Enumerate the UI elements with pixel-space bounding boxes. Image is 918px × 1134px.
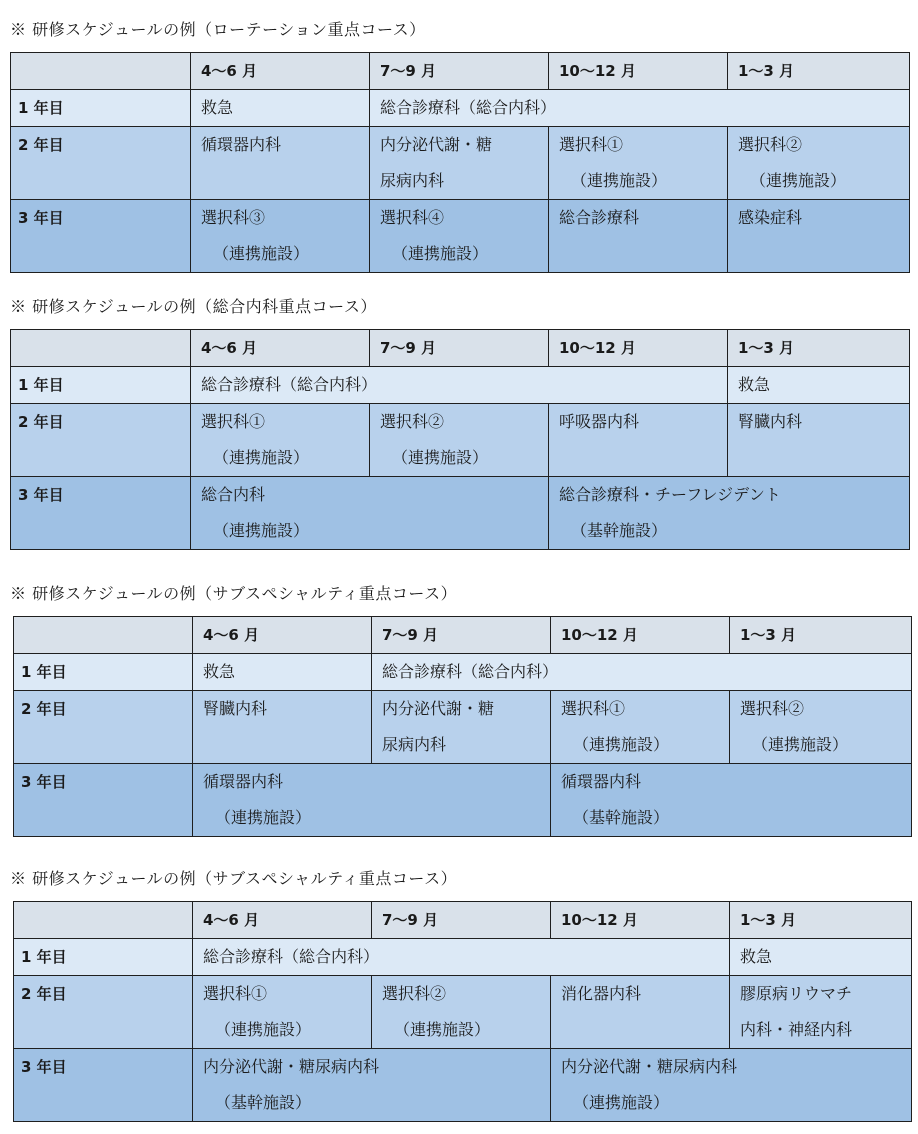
header-blank bbox=[11, 53, 191, 90]
header-jul-sep: 7〜9 月 bbox=[372, 902, 551, 939]
header-jan-mar: 1〜3 月 bbox=[730, 617, 912, 654]
section-heading: ※ 研修スケジュールの例（ローテーション重点コース） bbox=[10, 20, 426, 39]
cell: 総合診療科（総合内科） bbox=[193, 939, 730, 976]
schedule-table bbox=[10, 329, 910, 550]
header-apr-jun: 4〜6 月 bbox=[193, 617, 372, 654]
year1-row bbox=[14, 939, 912, 976]
row-label-year2: 2 年目 bbox=[14, 976, 193, 1049]
cell-line: 選択科② bbox=[382, 984, 447, 1003]
cell bbox=[730, 691, 912, 764]
cell-line: 選択科③ bbox=[201, 208, 266, 227]
cell-line: （連携施設） bbox=[571, 171, 668, 190]
cell-line: （連携施設） bbox=[213, 521, 310, 540]
cell-line: （連携施設） bbox=[573, 735, 670, 754]
header-row bbox=[11, 53, 910, 90]
cell-line: 総合内科 bbox=[201, 485, 266, 504]
cell bbox=[551, 1049, 912, 1122]
header-oct-dec: 10〜12 月 bbox=[551, 902, 730, 939]
cell-line: 選択科② bbox=[380, 412, 445, 431]
cell bbox=[728, 200, 910, 273]
cell-line: （連携施設） bbox=[215, 1020, 312, 1039]
header-blank bbox=[14, 617, 193, 654]
cell: 救急 bbox=[191, 90, 370, 127]
header-oct-dec: 10〜12 月 bbox=[549, 330, 728, 367]
cell bbox=[193, 976, 372, 1049]
cell bbox=[549, 404, 728, 477]
row-label-year3: 3 年目 bbox=[11, 477, 191, 550]
cell-line: （基幹施設） bbox=[571, 521, 668, 540]
cell-line: 内科・神経内科 bbox=[740, 1020, 853, 1039]
cell-line: （基幹施設） bbox=[573, 808, 670, 827]
cell bbox=[191, 127, 370, 200]
cell-line: 消化器内科 bbox=[561, 984, 642, 1003]
cell: 総合診療科（総合内科） bbox=[372, 654, 912, 691]
cell-line: 内分泌代謝・糖 bbox=[382, 699, 495, 718]
cell bbox=[551, 691, 730, 764]
cell bbox=[193, 1049, 551, 1122]
cell-line: （連携施設） bbox=[573, 1093, 670, 1112]
cell-line: 腎臓内科 bbox=[738, 412, 803, 431]
schedule-table bbox=[13, 616, 912, 837]
row-label-year2: 2 年目 bbox=[14, 691, 193, 764]
cell-line: （連携施設） bbox=[213, 244, 310, 263]
cell-line: 選択科② bbox=[740, 699, 805, 718]
header-oct-dec: 10〜12 月 bbox=[551, 617, 730, 654]
cell bbox=[551, 976, 730, 1049]
cell-line: （連携施設） bbox=[213, 448, 310, 467]
cell bbox=[549, 477, 910, 550]
year2-row bbox=[14, 976, 912, 1049]
year2-row bbox=[11, 404, 910, 477]
cell: 救急 bbox=[193, 654, 372, 691]
cell-line: 循環器内科 bbox=[201, 135, 282, 154]
row-label-year3: 3 年目 bbox=[14, 764, 193, 837]
cell bbox=[728, 127, 910, 200]
year3-row bbox=[11, 200, 910, 273]
cell bbox=[551, 764, 912, 837]
cell bbox=[728, 404, 910, 477]
schedule-table bbox=[10, 52, 910, 273]
cell bbox=[370, 200, 549, 273]
header-apr-jun: 4〜6 月 bbox=[191, 53, 370, 90]
cell bbox=[730, 976, 912, 1049]
cell-line: 選択科① bbox=[559, 135, 624, 154]
cell-line: 選択科① bbox=[561, 699, 626, 718]
cell bbox=[370, 404, 549, 477]
cell bbox=[193, 691, 372, 764]
header-row bbox=[14, 902, 912, 939]
cell-line: （連携施設） bbox=[392, 244, 489, 263]
year2-row bbox=[11, 127, 910, 200]
cell bbox=[372, 691, 551, 764]
cell-line: 選択科① bbox=[201, 412, 266, 431]
header-jul-sep: 7〜9 月 bbox=[370, 53, 549, 90]
cell: 総合診療科（総合内科） bbox=[191, 367, 728, 404]
cell-line: （連携施設） bbox=[752, 735, 849, 754]
section-heading: ※ 研修スケジュールの例（サブスペシャルティ重点コース） bbox=[10, 584, 458, 603]
cell bbox=[549, 127, 728, 200]
cell-line: （基幹施設） bbox=[215, 1093, 312, 1112]
year2-row bbox=[14, 691, 912, 764]
year3-row bbox=[11, 477, 910, 550]
cell-line: （連携施設） bbox=[394, 1020, 491, 1039]
row-label-year2: 2 年目 bbox=[11, 404, 191, 477]
row-label-year3: 3 年目 bbox=[11, 200, 191, 273]
cell-line: （連携施設） bbox=[750, 171, 847, 190]
row-label-year2: 2 年目 bbox=[11, 127, 191, 200]
cell-line: 尿病内科 bbox=[380, 171, 445, 190]
cell bbox=[372, 976, 551, 1049]
cell-line: 総合診療科・チーフレジデント bbox=[559, 485, 781, 504]
cell-line: 内分泌代謝・糖 bbox=[380, 135, 493, 154]
year3-row bbox=[14, 1049, 912, 1122]
cell-line: 選択科④ bbox=[380, 208, 445, 227]
header-jul-sep: 7〜9 月 bbox=[370, 330, 549, 367]
cell-line: 膠原病リウマチ bbox=[740, 984, 853, 1003]
cell bbox=[191, 477, 549, 550]
header-jan-mar: 1〜3 月 bbox=[728, 53, 910, 90]
header-row bbox=[11, 330, 910, 367]
row-label-year1: 1 年目 bbox=[14, 939, 193, 976]
cell-line: 腎臓内科 bbox=[203, 699, 268, 718]
row-label-year1: 1 年目 bbox=[11, 367, 191, 404]
header-apr-jun: 4〜6 月 bbox=[193, 902, 372, 939]
header-jul-sep: 7〜9 月 bbox=[372, 617, 551, 654]
year1-row bbox=[11, 367, 910, 404]
cell-line: 尿病内科 bbox=[382, 735, 447, 754]
header-jan-mar: 1〜3 月 bbox=[730, 902, 912, 939]
cell-line: 内分泌代謝・糖尿病内科 bbox=[203, 1057, 380, 1076]
cell-line: （連携施設） bbox=[392, 448, 489, 467]
header-oct-dec: 10〜12 月 bbox=[549, 53, 728, 90]
header-jan-mar: 1〜3 月 bbox=[728, 330, 910, 367]
schedule-table bbox=[13, 901, 912, 1122]
cell-line: 循環器内科 bbox=[203, 772, 284, 791]
year1-row bbox=[11, 90, 910, 127]
row-label-year1: 1 年目 bbox=[11, 90, 191, 127]
header-blank bbox=[14, 902, 193, 939]
section-heading: ※ 研修スケジュールの例（サブスペシャルティ重点コース） bbox=[10, 869, 458, 888]
cell-line: 内分泌代謝・糖尿病内科 bbox=[561, 1057, 738, 1076]
cell-line: 呼吸器内科 bbox=[559, 412, 640, 431]
cell-line: 選択科② bbox=[738, 135, 803, 154]
year1-row bbox=[14, 654, 912, 691]
cell-line: 感染症科 bbox=[738, 208, 803, 227]
cell-line: 総合診療科 bbox=[559, 208, 640, 227]
cell-line: 循環器内科 bbox=[561, 772, 642, 791]
year3-row bbox=[14, 764, 912, 837]
section-heading: ※ 研修スケジュールの例（総合内科重点コース） bbox=[10, 297, 377, 316]
row-label-year3: 3 年目 bbox=[14, 1049, 193, 1122]
cell bbox=[370, 127, 549, 200]
header-blank bbox=[11, 330, 191, 367]
cell: 救急 bbox=[728, 367, 910, 404]
cell-line: 選択科① bbox=[203, 984, 268, 1003]
row-label-year1: 1 年目 bbox=[14, 654, 193, 691]
cell: 救急 bbox=[730, 939, 912, 976]
cell: 総合診療科（総合内科） bbox=[370, 90, 910, 127]
cell bbox=[191, 200, 370, 273]
header-row bbox=[14, 617, 912, 654]
cell bbox=[193, 764, 551, 837]
cell bbox=[549, 200, 728, 273]
cell-line: （連携施設） bbox=[215, 808, 312, 827]
header-apr-jun: 4〜6 月 bbox=[191, 330, 370, 367]
cell bbox=[191, 404, 370, 477]
